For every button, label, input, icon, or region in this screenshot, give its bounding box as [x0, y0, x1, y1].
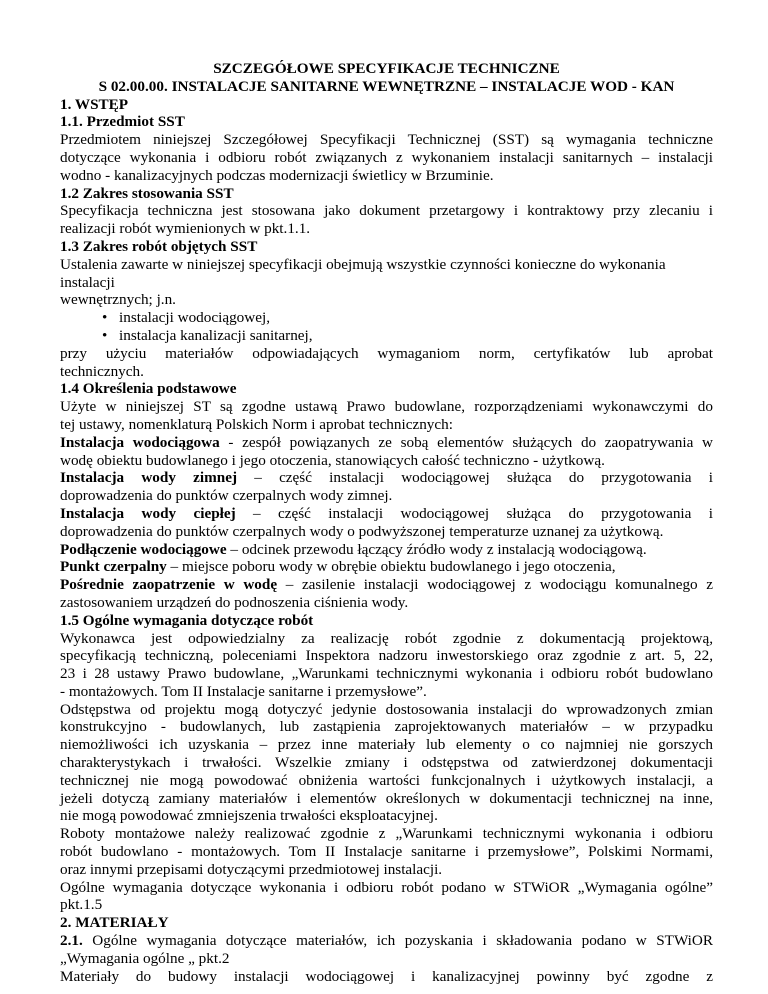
text-line: pkt.1.5	[60, 896, 103, 914]
text-line: konstrukcyjno - budowlanych, lub zastąpienia zaprojektowanych materiałów – w przypadku	[60, 718, 713, 736]
text-line: wodę obiektu budowlanego i jego otoczenia, stanowiących całość techniczno - użytkową.	[60, 451, 605, 469]
text-line: Użyte w niniejszej ST są zgodne ustawą Prawo budowlane, rozporządzeniami wykonawczymi do	[60, 398, 713, 416]
definition-text: – zasilenie instalacji wodociągowej z wodociągu komunalnego z	[277, 576, 713, 594]
text-line: realizacji robót wymienionych w pkt.1.1.	[60, 220, 311, 238]
text-line: instalacji	[60, 273, 115, 291]
definition-line	[60, 576, 713, 594]
definition-text: – odcinek przewodu łączący źródło wody z instalacją wodociągową.	[226, 540, 647, 558]
text-line: charakterystykach i trwałości. Wszelkie zmiany i odstępstwa od zatwierdzonej dokumentacji	[60, 754, 713, 772]
text-line: Odstępstwa od projektu mogą dotyczyć jedynie dostosowania instalacji do wprowadzonych zmian	[60, 700, 713, 718]
text-line: dotyczące wykonania i odbioru robót związanych z wykonaniem instalacji sanitarnych – instalacji	[60, 148, 713, 166]
text-line: Wykonawca jest odpowiedzialny za realizację robót zgodnie z dokumentacją projektową,	[60, 629, 713, 647]
text-line: przy użyciu materiałów odpowiadających wymaganiom norm, certyfikatów lub aprobat	[60, 344, 713, 362]
section-heading-1-1: 1.1. Przedmiot SST	[60, 113, 185, 131]
section-heading-1-3: 1.3 Zakres robót objętych SST	[60, 237, 258, 255]
definition-term: Podłączenie wodociągowe	[60, 540, 227, 558]
text-line: wewnętrznych; j.n.	[60, 291, 176, 309]
definition-text: – miejsce poboru wody w obrębie obiektu budowlanego i jego otoczenia,	[166, 558, 616, 576]
text-line: technicznej nie mogą powodować obniżenia wartości funkcjonalnych i użytkowych instalacji, a	[60, 771, 713, 789]
definition-line	[60, 469, 713, 487]
text-line: - montażowych. Tom II Instalacje sanitarne i przemysłowe”.	[60, 682, 427, 700]
text-line: „Wymagania ogólne „ pkt.2	[60, 949, 230, 967]
definition-text: – część instalacji wodociągowej służąca do przygotowania i	[235, 504, 713, 522]
definition-term: Punkt czerpalny	[60, 558, 167, 576]
text-line: specyfikacją techniczną, poleceniami Inspektora nadzoru inwestorskiego oraz zgodnie z art. 5, 22,	[60, 647, 713, 665]
definition-line	[60, 558, 713, 576]
text-line: Ogólne wymagania dotyczące wykonania i odbioru robót podano w STWiOR „Wymagania ogólne”	[60, 878, 713, 896]
bullet-list	[60, 309, 713, 345]
text-line: wodno - kanalizacyjnych podczas modernizacji świetlicy w Brzuminie.	[60, 166, 494, 184]
definition-text: – część instalacji wodociągowej służąca do przygotowania i	[237, 469, 713, 487]
definition-line	[60, 505, 713, 523]
text-line: Ustalenia zawarte w niniejszej specyfikacji obejmują wszystkie czynności konieczne do wykonania	[60, 255, 666, 273]
text-line	[60, 932, 713, 950]
text-line: Materiały do budowy instalacji wodociągowej i kanalizacyjnej powinny być zgodne z	[60, 967, 713, 985]
definition-text: - zespół powiązanych ze sobą elementów służących do zaopatrywania w	[219, 433, 713, 451]
list-item: • instalacji wodociągowej,	[60, 309, 713, 327]
text-span: Ogólne wymagania dotyczące materiałów, ich pozyskania i składowania podano w STWiOR	[82, 932, 713, 950]
text-line: oraz innymi przepisami dotyczącymi przedmiotowej instalacji.	[60, 860, 443, 878]
text-line: doprowadzenia do punktów czerpalnych wody o podwyższonej temperaturze uznanej za użytkową.	[60, 522, 664, 540]
list-item: • instalacja kanalizacji sanitarnej,	[60, 327, 713, 345]
text-line: Specyfikacja techniczna jest stosowana jako dokument przetargowy i kontraktowy przy zlecaniu i	[60, 202, 713, 220]
document-subtitle: S 02.00.00. INSTALACJE SANITARNE WEWNĘTRZNE – INSTALACJE WOD - KAN	[98, 77, 675, 95]
text-line: nie mogą powodować zmniejszenia trwałości eksploatacyjnej.	[60, 807, 438, 825]
section-heading-2: 2. MATERIAŁY	[60, 914, 169, 932]
document-title: SZCZEGÓŁOWE SPECYFIKACJE TECHNICZNE	[213, 60, 560, 77]
definition-line	[60, 541, 713, 559]
text-line: robót budowlano - montażowych. Tom II Instalacje sanitarne i przemysłowe”, Polskimi Normami,	[60, 843, 713, 861]
section-heading-1: 1. WSTĘP	[60, 95, 129, 113]
text-line: Przedmiotem niniejszej Szczegółowej Specyfikacji Technicznej (SST) są wymagania techniczne	[60, 131, 713, 149]
section-number: 2.1.	[60, 932, 83, 950]
definition-term: Pośrednie zaopatrzenie w wodę	[60, 576, 278, 594]
definition-term: Instalacja wodociągowa	[60, 433, 220, 451]
section-heading-1-2: 1.2 Zakres stosowania SST	[60, 184, 234, 202]
section-heading-1-5: 1.5 Ogólne wymagania dotyczące robót	[60, 611, 314, 629]
text-line: Roboty montażowe należy realizować zgodnie z „Warunkami technicznymi wykonania i odbioru	[60, 825, 713, 843]
text-line: niemożliwości ich uzyskania – przez inne materiały lub elementy o co najmniej nie gorszych	[60, 736, 713, 754]
text-line: technicznych.	[60, 362, 144, 380]
definition-term: Instalacja wody zimnej	[60, 469, 238, 487]
definition-line	[60, 434, 713, 452]
definition-term: Instalacja wody ciepłej	[60, 504, 236, 522]
text-line: doprowadzenia do punktów czerpalnych wody zimnej.	[60, 487, 393, 505]
text-line: zastosowaniem urządzeń do podnoszenia ciśnienia wody.	[60, 593, 409, 611]
text-line: jeżeli dotyczą zamiany materiałów i elementów określonych w dokumentacji technicznej na inne,	[60, 789, 713, 807]
section-heading-1-4: 1.4 Określenia podstawowe	[60, 380, 237, 398]
text-line: 23 i 28 ustawy Prawo budowlane, „Warunkami technicznymi wykonania i odbioru robót budowlano	[60, 665, 713, 683]
text-line: tej ustawy, nomenklaturą Polskich Norm i aprobat technicznych:	[60, 415, 453, 433]
